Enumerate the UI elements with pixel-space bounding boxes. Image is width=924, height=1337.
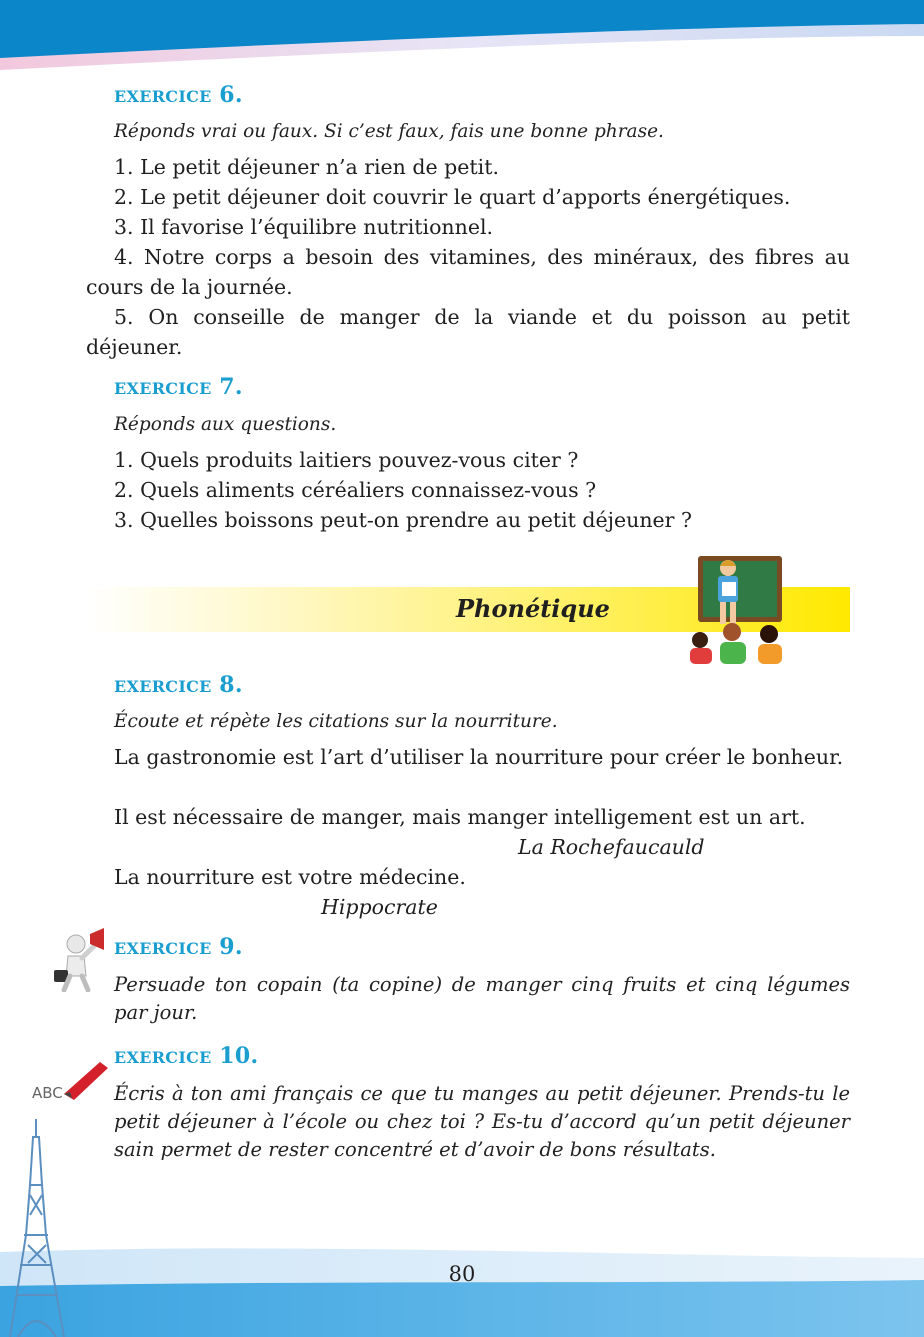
- exercise-6-item-4: 4. Notre corps a besoin des vitamines, des minéraux, des fibres au cours de la journée.: [86, 245, 850, 299]
- exercise-8-title: EXERCICE 8.: [114, 672, 243, 698]
- bottom-decorative-band: [0, 1240, 924, 1337]
- megaphone-speaker-icon: [48, 926, 108, 992]
- exercise-7-item-3: 3. Quelles boissons peut-on prendre au petit déjeuner ?: [114, 508, 692, 532]
- quote-nourriture-medecine: La nourriture est votre médecine.: [114, 865, 466, 889]
- classroom-illustration-icon: [684, 552, 786, 670]
- exercise-10-instruction: Écris à ton ami français ce que tu manges au petit déjeuner. Prends-tu le petit déjeuner à l’école ou chez toi ? Es-tu d’accord qu’un petit déjeuner sain permet de rester concentré et d’avoir de bons résultats.: [114, 1082, 850, 1161]
- exercise-6-item-5: 5. On conseille de manger de la viande et du poisson au petit déjeuner.: [86, 305, 850, 359]
- exercise-7-item-2: 2. Quels aliments céréaliers connaissez-vous ?: [114, 478, 597, 502]
- author-hippocrate: Hippocrate: [321, 895, 438, 919]
- exercise-6-item-1: 1. Le petit déjeuner n’a rien de petit.: [114, 155, 499, 179]
- abc-red-pen-icon: [30, 1054, 114, 1104]
- quote-gastronomie: La gastronomie est l’art d’utiliser la nourriture pour créer le bonheur.: [114, 745, 844, 769]
- exercise-8-instruction: Écoute et répète les citations sur la nourriture.: [114, 711, 558, 732]
- exercise-10-title: EXERCICE 10.: [114, 1043, 259, 1069]
- exercise-7-item-1: 1. Quels produits laitiers pouvez-vous citer ?: [114, 448, 579, 472]
- phonetique-title: Phonétique: [456, 594, 610, 623]
- top-decorative-band: [0, 0, 924, 90]
- exercise-9-instruction: Persuade ton copain (ta copine) de manger cinq fruits et cinq légumes par jour.: [114, 973, 850, 1024]
- exercise-6-title: EXERCICE 6.: [114, 82, 243, 108]
- author-la-rochefaucauld: La Rochefaucauld: [518, 835, 705, 859]
- abc-text: ABC: [32, 1084, 63, 1102]
- exercise-6-item-2: 2. Le petit déjeuner doit couvrir le quart d’apports énergétiques.: [114, 185, 791, 209]
- exercise-7-instruction: Réponds aux questions.: [114, 414, 337, 435]
- quote-manger-intelligement: Il est nécessaire de manger, mais manger intelligement est un art.: [114, 805, 806, 829]
- exercise-6-item-3: 3. Il favorise l’équilibre nutritionnel.: [114, 215, 494, 239]
- exercise-7-title: EXERCICE 7.: [114, 374, 243, 400]
- eiffel-tower-icon: [0, 1115, 80, 1337]
- exercise-6-instruction: Réponds vrai ou faux. Si c’est faux, fais une bonne phrase.: [114, 121, 664, 142]
- page-number: 80: [448, 1262, 476, 1286]
- exercise-9-title: EXERCICE 9.: [114, 934, 243, 960]
